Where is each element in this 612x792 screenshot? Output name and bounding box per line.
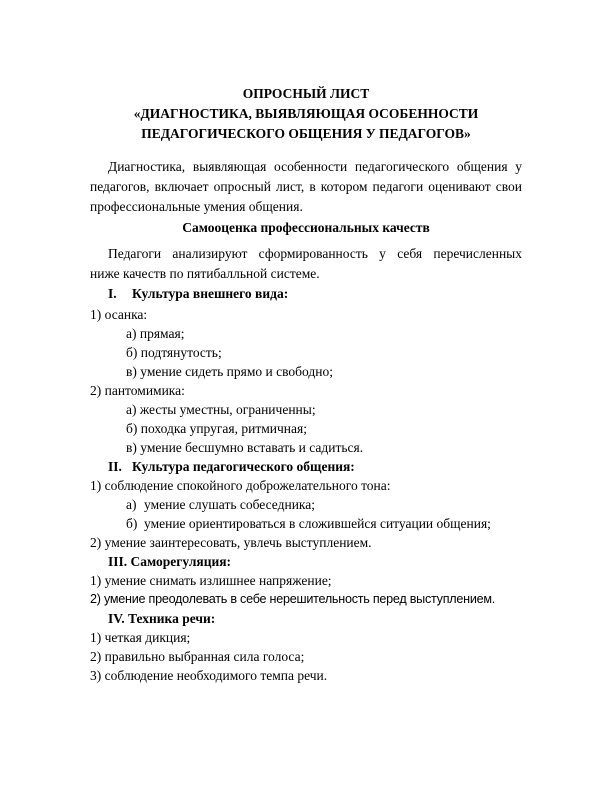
section-subtitle: Самооценка профессиональных качеств	[182, 220, 430, 235]
list-item: 2) правильно выбранная сила голоса;	[90, 649, 305, 664]
instruction-paragraph	[90, 244, 522, 284]
list-item: б) подтянутость;	[126, 345, 222, 360]
list-item	[126, 495, 315, 514]
section-2-number: II.	[108, 459, 122, 474]
list-item: 1) соблюдение спокойного доброжелательного тона:	[90, 478, 391, 493]
instruction-line-2: ниже качеств по пятибалльной системе.	[90, 266, 320, 281]
intro-paragraph	[90, 157, 522, 217]
list-item: в) умение сидеть прямо и свободно;	[126, 364, 333, 379]
list-item-text: умение слушать собеседника;	[144, 497, 316, 512]
list-item: 2) пантомимика:	[90, 383, 185, 398]
list-item-text: умение ориентироваться в сложившейся ситуации общения;	[144, 516, 491, 531]
section-1-title: Культура внешнего вида:	[132, 286, 289, 301]
intro-line-2: педагогов, включает опросный лист, в котором педагоги оценивают свои	[90, 179, 522, 194]
doc-title-line-1: ОПРОСНЫЙ ЛИСТ	[242, 86, 370, 101]
list-item: 2) умение преодолевать в себе нерешительность перед выступлением.	[90, 592, 496, 606]
doc-title-line-2: «ДИАГНОСТИКА, ВЫЯВЛЯЮЩАЯ ОСОБЕННОСТИ	[133, 106, 479, 121]
section-2-title: Культура педагогического общения:	[132, 459, 355, 474]
section-2-heading	[108, 457, 355, 476]
list-item: 1) осанка:	[90, 307, 148, 322]
intro-line-3: профессиональные умения общения.	[90, 199, 303, 214]
list-item: 1) четкая дикция;	[90, 630, 191, 645]
list-item: а) жесты уместны, ограниченны;	[126, 402, 316, 417]
instruction-line-1: Педагоги анализируют сформированность у себя перечисленных	[108, 246, 522, 261]
doc-title-line-3: ПЕДАГОГИЧЕСКОГО ОБЩЕНИЯ У ПЕДАГОГОВ»	[141, 126, 471, 141]
section-1-heading	[108, 284, 288, 303]
list-item: 1) умение снимать излишнее напряжение;	[90, 573, 332, 588]
list-item: в) умение бесшумно вставать и садиться.	[126, 440, 364, 455]
list-marker: а)	[126, 497, 137, 512]
list-item: а) прямая;	[126, 326, 185, 341]
list-marker: б)	[126, 516, 138, 531]
list-item: 2) умение заинтересовать, увлечь выступлением.	[90, 535, 372, 550]
section-4-heading: IV. Техника речи:	[108, 611, 216, 626]
list-item: 3) соблюдение необходимого темпа речи.	[90, 668, 328, 683]
list-item	[126, 514, 491, 533]
list-item: б) походка упругая, ритмичная;	[126, 421, 307, 436]
section-1-number: I.	[108, 286, 117, 301]
intro-line-1: Диагностика, выявляющая особенности педагогического общения у	[108, 159, 522, 174]
section-3-heading: III. Саморегуляция:	[108, 554, 232, 569]
